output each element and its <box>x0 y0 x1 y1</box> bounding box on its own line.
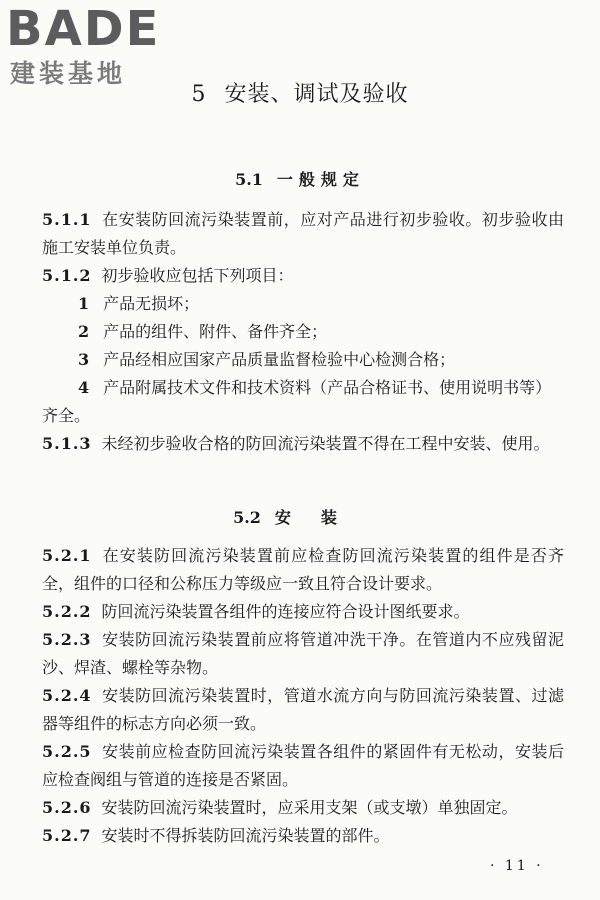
clause-text: 安装防回流污染装置时，管道水流方向与防回流污染装置、过滤器等组件的标志方向必须一致。 <box>42 686 564 733</box>
list-item <box>42 374 564 430</box>
list-item <box>78 318 564 346</box>
clause-number: 5.2.6 <box>42 798 92 817</box>
clause <box>42 542 564 598</box>
clause-number: 5.2.3 <box>42 630 92 649</box>
item-number: 3 <box>78 350 90 369</box>
list-item <box>78 290 564 318</box>
clause <box>42 206 564 262</box>
logo-subtitle: 建装基地 <box>10 59 127 88</box>
section-number: 5.1 <box>235 170 263 189</box>
logo-brand: BADE <box>6 1 161 57</box>
item-text: 产品经相应国家产品质量监督检验中心检测合格； <box>103 350 456 369</box>
clause-text: 在安装防回流污染装置前应检查防回流污染装置的组件是否齐全，组件的口径和公称压力等级应一致且符合设计要求。 <box>42 546 564 593</box>
list-item <box>78 346 564 374</box>
clause <box>42 430 564 458</box>
clause-text: 安装时不得拆装防回流污染装置的部件。 <box>101 826 390 845</box>
chapter-number: 5 <box>191 82 207 107</box>
clause-number: 5.2.1 <box>42 546 92 565</box>
section-number: 5.2 <box>233 508 261 527</box>
chapter-title <box>0 80 600 110</box>
item-number: 2 <box>78 322 90 341</box>
section-title <box>0 168 600 192</box>
clause-number: 5.2.7 <box>42 826 92 845</box>
item-text: 产品无损坏； <box>103 294 200 313</box>
item-text: 产品的组件、附件、备件齐全； <box>103 322 328 341</box>
clause-text: 未经初步验收合格的防回流污染装置不得在工程中安装、使用。 <box>101 434 550 453</box>
clause-text: 防回流污染装置各组件的连接应符合设计图纸要求。 <box>101 602 470 621</box>
clause-number: 5.2.2 <box>42 602 92 621</box>
clause-text: 在安装防回流污染装置前，应对产品进行初步验收。初步验收由施工安装单位负责。 <box>42 210 564 257</box>
clause-text: 安装防回流污染装置前应将管道冲洗干净。在管道内不应残留泥沙、焊渣、螺栓等杂物。 <box>42 630 564 677</box>
item-text: 产品附属技术文件和技术资料（产品合格证书、使用说明书等）齐全。 <box>42 378 552 425</box>
clause-text: 安装防回流污染装置时，应采用支架（或支墩）单独固定。 <box>101 798 518 817</box>
clause <box>42 682 564 738</box>
item-number: 1 <box>78 294 90 313</box>
clause <box>42 822 564 850</box>
watermark-logo <box>6 1 178 90</box>
clause-number: 5.1.3 <box>42 434 92 453</box>
page-number: · 11 · <box>490 858 544 874</box>
clause-text: 安装前应检查防回流污染装置各组件的紧固件有无松动，安装后应检查阀组与管道的连接是否紧固。 <box>42 742 564 789</box>
clause <box>42 598 564 626</box>
clause-number: 5.1.1 <box>42 210 92 229</box>
chapter-name: 安装、调试及验收 <box>224 82 409 107</box>
clause <box>42 626 564 682</box>
clause <box>42 794 564 822</box>
section-title <box>0 506 600 530</box>
clause-number: 5.2.5 <box>42 742 92 761</box>
item-number: 4 <box>78 378 90 397</box>
clause <box>42 738 564 794</box>
clause-number: 5.2.4 <box>42 686 92 705</box>
section-name: 一般规定 <box>276 170 365 189</box>
section-name: 安装 <box>274 508 367 527</box>
clause <box>42 262 564 290</box>
clause-number: 5.1.2 <box>42 266 92 285</box>
clause-text: 初步验收应包括下列项目： <box>101 266 294 285</box>
